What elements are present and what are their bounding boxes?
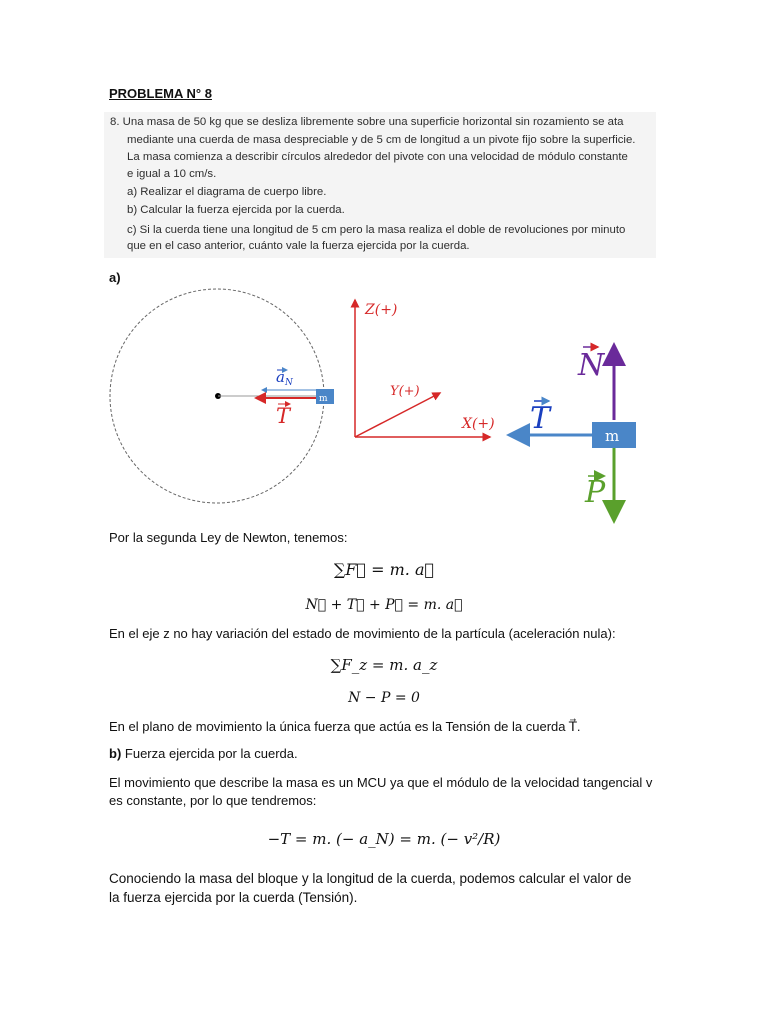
paragraph-conclusion-1: Conociendo la masa del bloque y la longitud de la cuerda, podemos calcular el valor de — [109, 871, 632, 886]
section-b — [109, 746, 298, 761]
problem-line: 8. Una masa de 50 kg que se desliza libremente sobre una superficie horizontal sin rozamiento se ata — [110, 116, 624, 128]
problem-title: PROBLEMA N° 8 — [109, 86, 212, 101]
problem-line: que en el caso anterior, cuánto vale la fuerza ejercida por la cuerda. — [127, 240, 470, 252]
paragraph-newton: Por la segunda Ley de Newton, tenemos: — [109, 530, 348, 545]
problem-line: a) Realizar el diagrama de cuerpo libre. — [127, 186, 327, 198]
problem-line: La masa comienza a describir círculos alrededor del pivote con una velocidad de módulo constante — [127, 151, 628, 163]
tension-label-small: T — [276, 404, 291, 428]
equation-vector-sum: N⃗ + T⃗ + P⃗ = m. a⃗ — [305, 597, 463, 613]
axis-y — [355, 393, 440, 437]
equation-n-minus-p: N − P = 0 — [348, 690, 420, 706]
equation-z-sum: ∑F_z = m. a_z — [330, 656, 438, 674]
problem-line: e igual a 10 cm/s. — [127, 168, 217, 180]
axis-y-label: Y(+) — [390, 384, 420, 399]
paragraph-mcu-1: El movimiento que describe la masa es un MCU ya que el módulo de la velocidad tangencial v — [109, 775, 653, 790]
problem-line: b) Calcular la fuerza ejercida por la cuerda. — [127, 204, 345, 216]
problem-line: c) Si la cuerda tiene una longitud de 5 cm pero la masa realiza el doble de revoluciones por minuto — [127, 224, 626, 236]
weight-label: P — [585, 475, 606, 510]
normal-label: N — [578, 348, 605, 383]
paragraph-plane: En el plano de movimiento la única fuerza que actúa es la Tensión de la cuerda T⃗. — [109, 719, 581, 734]
problem-statement — [104, 112, 656, 258]
paragraph-conclusion-2: la fuerza ejercida por la cuerda (Tensión). — [109, 890, 358, 905]
problem-line: mediante una cuerda de masa despreciable y de 5 cm de longitud a un pivote fijo sobre la superficie. — [127, 134, 636, 146]
mass-label: m — [605, 427, 620, 445]
equation-sum-forces: ∑F⃗ = m. a⃗ — [333, 560, 435, 579]
paragraph-z-axis: En el eje z no hay variación del estado de movimiento de la partícula (aceleración nula): — [109, 626, 616, 641]
paragraph-mcu-2: es constante, por lo que tendremos: — [109, 793, 317, 808]
tension-label: T — [530, 401, 551, 436]
section-b-label: b) — [109, 746, 122, 761]
axis-z-label: Z(+) — [365, 302, 398, 318]
section-b-text: Fuerza ejercida por la cuerda. — [121, 746, 298, 761]
axis-x-label: X(+) — [462, 416, 495, 432]
free-body-diagram — [0, 280, 768, 530]
mass-label-small: m — [319, 394, 328, 404]
an-label: $a_N$ — [276, 368, 293, 388]
equation-tension: −T = m. (− a_N) = m. (− v²/R) — [267, 830, 501, 848]
section-a-label: a) — [109, 270, 121, 285]
